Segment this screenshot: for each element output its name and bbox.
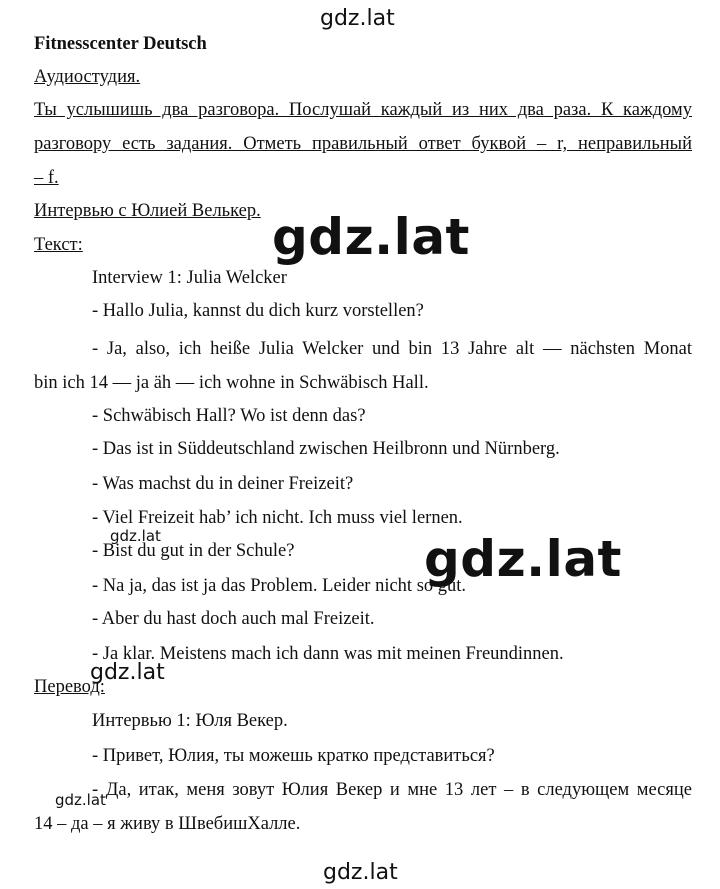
german-line-2: - Hallo Julia, kannst du dich kurz vorstellen? [92,301,424,321]
instruction-line-1: Ты услышишь два разговора. Послушай каждый из них два раза. К каждому [34,100,692,120]
german-line-7: - Was machst du in deiner Freizeit? [92,474,354,494]
german-line-9: - Bist du gut in der Schule? [92,541,295,561]
german-line-1: Interview 1: Julia Welcker [92,268,287,288]
instruction-line-2: разговору есть задания. Отметь правильный ответ буквой – r, неправильный [34,134,692,154]
russian-line-4: 14 – да – я живу в ШвебишХалле. [34,814,301,834]
text-label: Текст: [34,235,83,255]
watermark-small-left: gdz.lat [90,660,165,685]
document-title: Fitnesscenter Deutsch [34,34,207,54]
section-heading: Аудиостудия. [34,67,141,87]
interview-heading: Интервью с Юлией Велькер. [34,201,261,221]
russian-line-3: - Да, итак, меня зовут Юлия Векер и мне 13 лет – в следующем месяце [92,780,692,800]
german-line-6: - Das ist in Süddeutschland zwischen Heilbronn und Nürnberg. [92,439,560,459]
german-line-11: - Aber du hast doch auch mal Freizeit. [92,609,375,629]
watermark-small-left-2: gdz.lat [55,791,106,809]
german-line-3: - Ja, also, ich heiße Julia Welcker und bin 13 Jahre alt — nächsten Monat [92,339,692,359]
translation-label: Перевод: [34,677,105,697]
russian-line-1: Интервью 1: Юля Векер. [92,711,288,731]
watermark-bottom: gdz.lat [323,860,398,885]
instruction-line-3: – f. [34,168,59,188]
watermark-tiny-1: gdz.lat [110,527,161,545]
watermark-top: gdz.lat [320,6,395,31]
german-line-8: - Viel Freizeit hab’ ich nicht. Ich muss viel lernen. [92,508,463,528]
german-line-4: bin ich 14 — ja äh — ich wohne in Schwäbisch Hall. [34,373,429,393]
watermark-big-2: gdz.lat [424,530,622,588]
german-line-10: - Na ja, das ist ja das Problem. Leider nicht so gut. [92,576,467,596]
german-line-12: - Ja klar. Meistens mach ich dann was mit meinen Freundinnen. [92,644,564,664]
german-line-5: - Schwäbisch Hall? Wo ist denn das? [92,406,366,426]
russian-line-2: - Привет, Юлия, ты можешь кратко представиться? [92,746,495,766]
watermark-big-1: gdz.lat [272,208,470,266]
